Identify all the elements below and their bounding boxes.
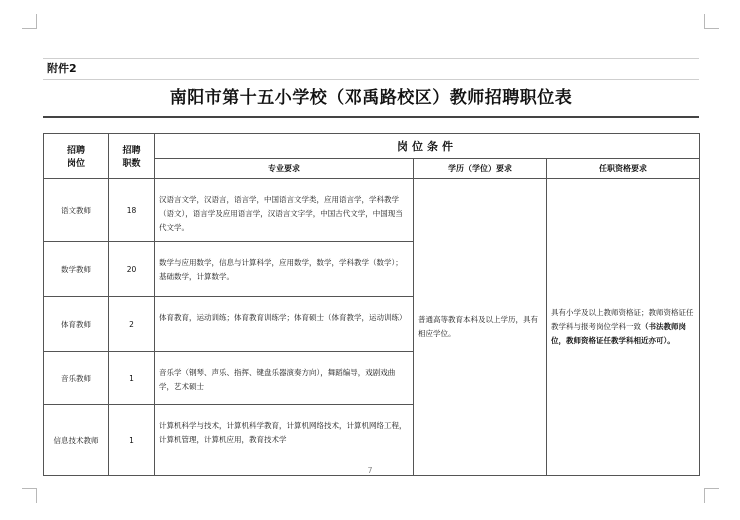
qualification-note: （书法教师岗位，教师资格证任教学科相近亦可）。 bbox=[551, 322, 686, 345]
row-major: 体育教育，运动训练；体育教育训练学；体育硕士（体育教学，运动训练） bbox=[155, 297, 414, 352]
crop-mark-top-left bbox=[22, 14, 37, 29]
row-position: 音乐教师 bbox=[44, 352, 109, 405]
header-row-top bbox=[44, 134, 700, 159]
row-position: 数学教师 bbox=[44, 242, 109, 297]
header-qualification: 任职资格要求 bbox=[547, 159, 700, 179]
recruitment-sheet bbox=[43, 58, 699, 476]
position-table bbox=[43, 133, 700, 476]
table-row bbox=[44, 179, 700, 242]
education-requirement: 普通高等教育本科及以上学历，具有相应学位。 bbox=[414, 179, 547, 476]
header-education: 学历（学位）要求 bbox=[414, 159, 547, 179]
header-conditions: 岗位条件 bbox=[155, 134, 700, 159]
row-position: 体育教师 bbox=[44, 297, 109, 352]
header-count: 招聘 职数 bbox=[109, 134, 155, 179]
row-count: 1 bbox=[109, 405, 155, 476]
row-major: 计算机科学与技术，计算机科学教育，计算机网络技术，计算机网络工程，计算机管理，计算机应用，教育技术学 bbox=[155, 405, 414, 476]
row-count: 20 bbox=[109, 242, 155, 297]
crop-mark-bottom-right bbox=[704, 488, 719, 503]
page-title: 南阳市第十五小学校（邓禹路校区）教师招聘职位表 bbox=[43, 80, 699, 118]
crop-mark-bottom-left bbox=[22, 488, 37, 503]
row-major: 音乐学（钢琴、声乐、指挥、键盘乐器演奏方向），舞蹈编导，戏剧戏曲学，艺术硕士 bbox=[155, 352, 414, 405]
row-major: 汉语言文学，汉语言，语言学，中国语言文学类，应用语言学，学科教学（语文），语言学及应用语言学，汉语言文字学，中国古代文学，中国现当代文学。 bbox=[155, 179, 414, 242]
annex-label: 附件2 bbox=[43, 58, 699, 80]
row-position: 语文教师 bbox=[44, 179, 109, 242]
qualification-requirement bbox=[547, 179, 700, 476]
row-count: 1 bbox=[109, 352, 155, 405]
row-major: 数学与应用数学，信息与计算科学，应用数学，数学，学科教学（数学）；基础数学，计算数学。 bbox=[155, 242, 414, 297]
qualification-text: 具有小学及以上教师资格证；教师资格证任教学科与报考岗位学科一致 bbox=[551, 308, 694, 331]
row-count: 18 bbox=[109, 179, 155, 242]
header-major: 专业要求 bbox=[155, 159, 414, 179]
page-number: 7 bbox=[367, 466, 373, 475]
header-position: 招聘 岗位 bbox=[44, 134, 109, 179]
row-position: 信息技术教师 bbox=[44, 405, 109, 476]
row-count: 2 bbox=[109, 297, 155, 352]
crop-mark-top-right bbox=[704, 14, 719, 29]
